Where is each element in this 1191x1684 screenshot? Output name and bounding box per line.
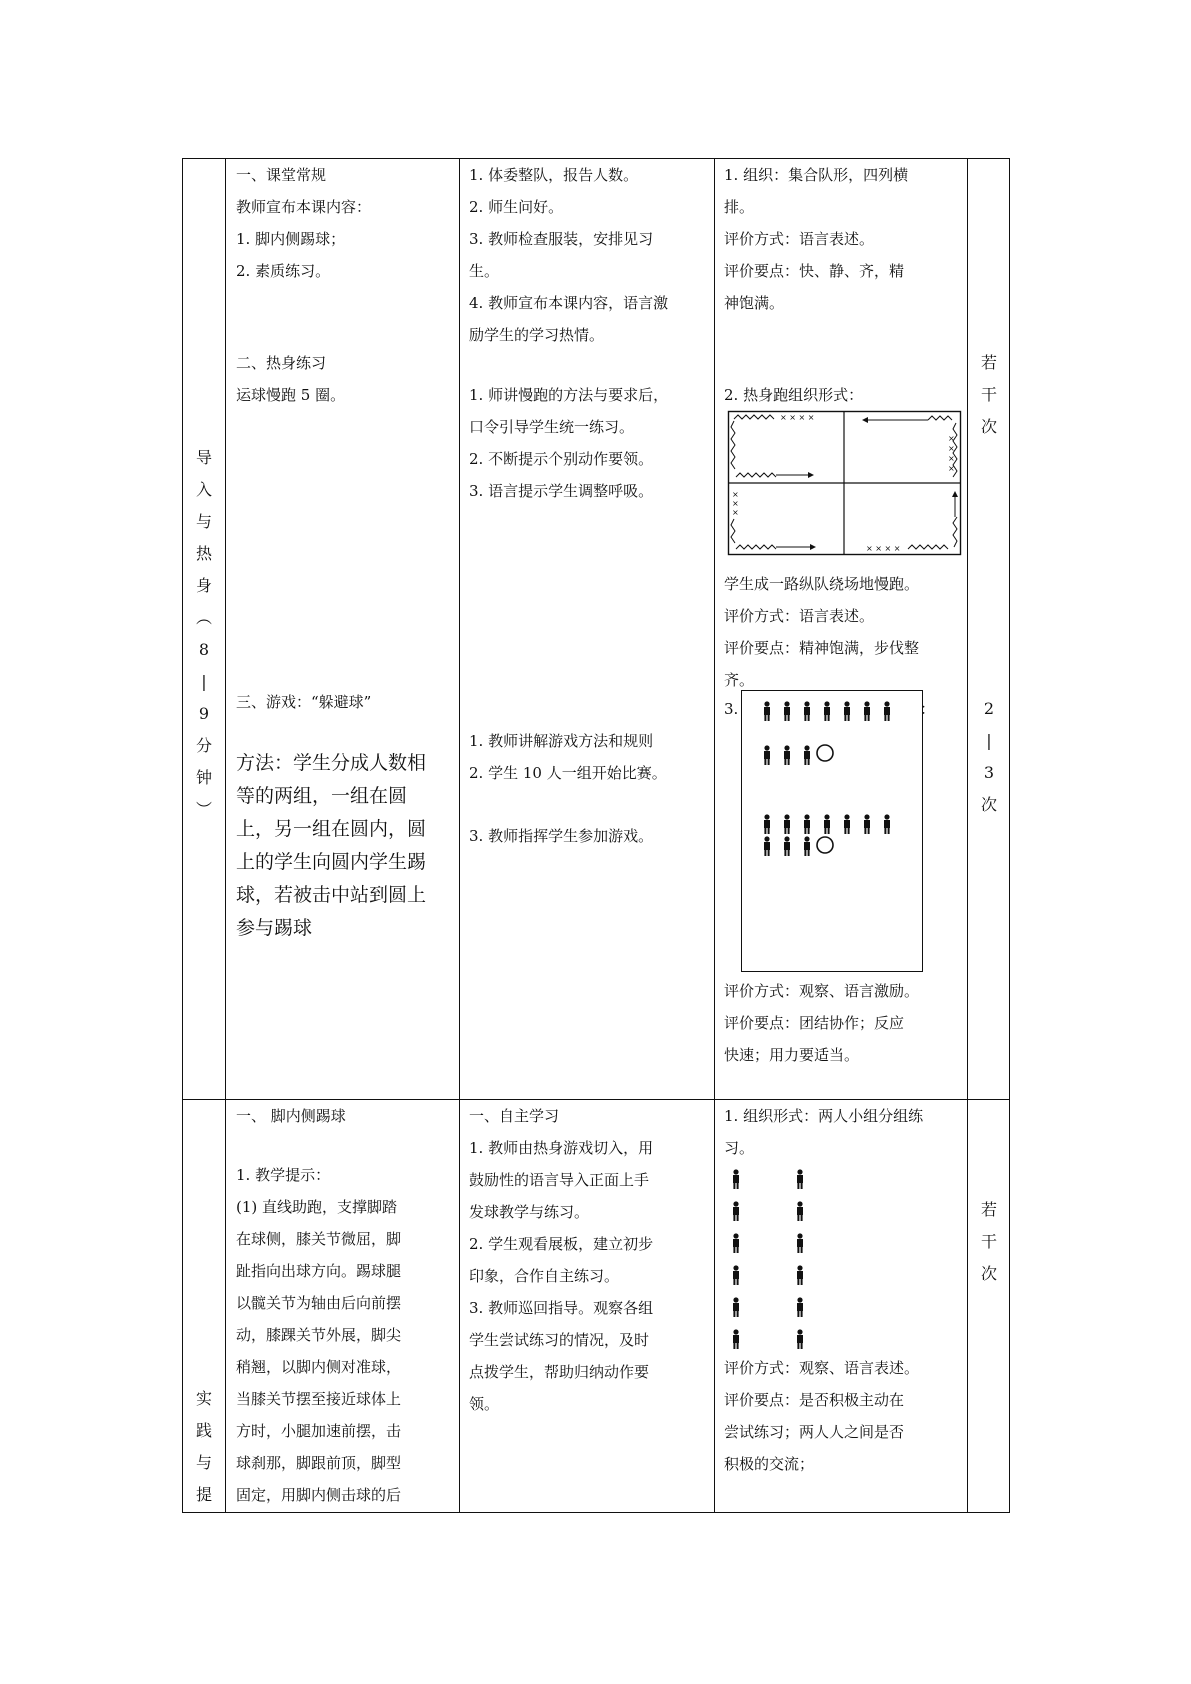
game-field-diagram	[741, 690, 924, 973]
svg-text:×: ×	[732, 508, 739, 517]
organization-pairs-eval: 评价方式：观察、语言表述。 评价要点：是否积极主动在 尝试练习；两人人之间是否 积极的交流；	[724, 1359, 920, 1473]
vertical-char: |	[986, 731, 992, 750]
vertical-char: 实	[195, 1389, 212, 1408]
players-row-4	[764, 836, 810, 856]
warmup-run-diagram	[728, 411, 961, 555]
section-title: 一、 脚内侧踢球	[236, 1107, 346, 1125]
vertical-char: 次	[980, 795, 997, 814]
organization-game-eval: 评价方式：观察、语言激励。 评价要点：团结协作；反应 快速；用力要适当。	[724, 982, 920, 1064]
content-warmup: 二、热身练习 运球慢跑 5 圈。	[236, 347, 345, 411]
players-row-2	[764, 745, 810, 765]
content-kick-hints: 1. 教学提示： (1) 直线助跑，支撑脚踏 在球侧，膝关节微屈，脚 趾指向出球方向。踢球腿 以髋关节为轴由后向前摆 动，膝踝关节外展，脚尖 稍翘，以脚内侧对准球， 当膝关节摆至接近球体上 方时，小腿加速前摆，击 球刹那，脚跟前顶，脚型 固定，用脚内侧击球的后	[236, 1166, 402, 1504]
vertical-char: 次	[980, 417, 997, 436]
vertical-char: 与	[195, 512, 212, 531]
content-game	[236, 686, 371, 718]
section-title: 一、自主学习	[469, 1107, 560, 1125]
vertical-char: 入	[195, 480, 212, 499]
svg-text:×: ×	[948, 434, 955, 443]
section-title: 二、热身练习	[236, 354, 327, 372]
vertical-char: ︵	[195, 608, 212, 627]
teaching-routine: 1. 体委整队，报告人数。 2. 师生问好。 3. 教师检查服装，安排见习 生。 4. 教师宣布本课内容，语言激 励学生的学习热情。	[469, 166, 669, 344]
section-title: 一、课堂常规	[236, 166, 327, 184]
pairs-formation-diagram	[728, 1166, 818, 1356]
ball-icon	[817, 745, 833, 761]
organization-warmup-title: 2. 热身跑组织形式：	[724, 386, 864, 404]
stage-label-warmup	[182, 442, 226, 826]
vertical-char: 提	[195, 1485, 212, 1504]
teaching-self-study: 一、自主学习 1. 教师由热身游戏切入，用 鼓励性的语言导入正面上手 发球教学与练习。 2. 学生观看展板，建立初步 印象，合作自主练习。 3. 教师巡回指导。观察各组 学生尝试练习的情况，及时 点拨学生，帮助归纳动作要 领。	[469, 1100, 653, 1420]
organization-routine: 1. 组织：集合队形，四列横 排。 评价方式：语言表述。 评价要点：快、静、齐，精 神饱满。	[724, 166, 909, 312]
column-divider-1	[225, 158, 226, 1513]
column-divider-3	[714, 158, 715, 1513]
section-title: 三、游戏：“躲避球”	[236, 693, 372, 711]
organization-game-colon: ：	[920, 700, 936, 718]
vertical-char: 干	[980, 1232, 997, 1251]
organization-warmup-eval: 学生成一路纵队绕场地慢跑。 评价方式：语言表述。 评价要点：精神饱满，步伐整 齐。	[724, 575, 920, 689]
vertical-char: ︶	[195, 800, 212, 819]
teaching-game: 1. 教师讲解游戏方法和规则 2. 学生 10 人一组开始比赛。	[469, 732, 667, 782]
svg-text:×: ×	[948, 454, 955, 463]
svg-text:×: ×	[948, 444, 955, 453]
ball-icon	[817, 837, 833, 853]
vertical-char: 热	[195, 544, 212, 563]
svg-text:× × × ×: × × × ×	[780, 413, 815, 422]
vertical-char: 干	[980, 385, 997, 404]
teaching-warmup: 1. 师讲慢跑的方法与要求后， 口令引导学生统一练习。 2. 不断提示个别动作要领。 3. 语言提示学生调整呼吸。	[469, 386, 669, 500]
players-row-1	[764, 701, 890, 721]
vertical-char: 钟	[195, 768, 212, 787]
vertical-char: |	[201, 672, 207, 691]
vertical-char: 导	[195, 448, 212, 467]
players-row-3	[764, 814, 890, 834]
content-class-routine: 一、课堂常规 教师宣布本课内容： 1. 脚内侧踢球； 2. 素质练习。	[236, 159, 371, 287]
vertical-char: 与	[195, 1453, 212, 1472]
vertical-char: 9	[198, 704, 210, 723]
times-practice	[967, 1194, 1011, 1290]
stage-label-practice	[182, 1383, 226, 1511]
vertical-char: 践	[195, 1421, 212, 1440]
vertical-char: 3	[983, 763, 995, 782]
teaching-game-3: 3. 教师指挥学生参加游戏。	[469, 827, 654, 845]
organization-game-label: 3.	[724, 700, 739, 718]
times-warmup	[967, 347, 1011, 443]
organization-pairs-title: 1. 组织形式：两人小组分组练 习。	[724, 1107, 924, 1157]
vertical-char: 若	[980, 1200, 997, 1219]
vertical-char: 若	[980, 353, 997, 372]
column-divider-2	[459, 158, 460, 1513]
content-game-method: 方法：学生分成人数相 等的两组，一组在圆 上，另一组在圆内，圆 上的学生向圆内学生踢 球，若被击中站到圆上 参与踢球	[236, 752, 427, 939]
svg-text:×: ×	[948, 464, 955, 473]
vertical-char: 2	[983, 699, 995, 718]
times-game	[967, 693, 1011, 821]
vertical-char: 分	[195, 736, 212, 755]
svg-text:×: ×	[732, 490, 739, 499]
vertical-char: 8	[198, 640, 210, 659]
vertical-char: 身	[195, 576, 212, 595]
vertical-char: 次	[980, 1264, 997, 1283]
content-kick-title	[236, 1100, 346, 1132]
table-left-border	[182, 158, 183, 1513]
table-bottom-border	[182, 1512, 1009, 1513]
svg-text:× × × ×: × × × ×	[866, 544, 901, 553]
svg-text:×: ×	[732, 499, 739, 508]
